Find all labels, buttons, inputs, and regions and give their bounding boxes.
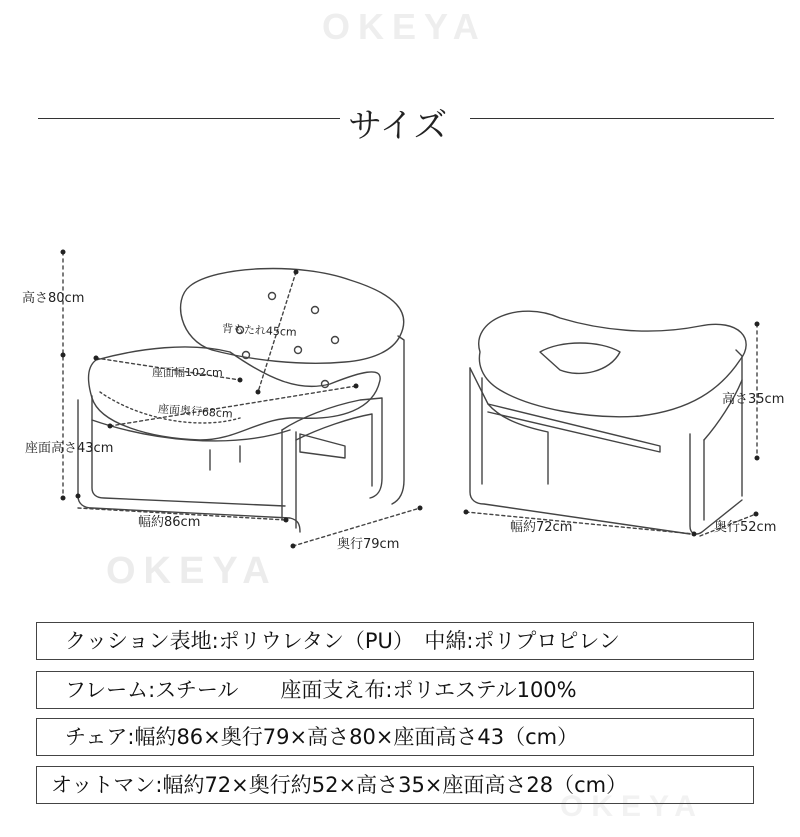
title-divider-right xyxy=(470,118,774,119)
chair-illustration xyxy=(63,252,420,546)
chair-width-label: 幅約86cm xyxy=(138,515,201,530)
chair-back-height-label: 背もたれ45cm xyxy=(221,322,298,339)
ottoman-illustration xyxy=(466,311,757,536)
ottoman-depth-label: 奥行52cm xyxy=(714,520,777,535)
watermark-bottom: OKEYA xyxy=(560,790,704,823)
watermark-middle: OKEYA xyxy=(106,550,278,592)
dimension-endpoints xyxy=(61,250,760,549)
ottoman-width-label: 幅約72cm xyxy=(510,520,573,535)
spec-material-cushion: クッション表地:ポリウレタン（PU） 中綿:ポリプロピレン xyxy=(36,622,754,660)
chair-height-label: 高さ80cm xyxy=(22,291,85,306)
section-header xyxy=(38,98,774,146)
chair-seat-width-label: 座面幅102cm xyxy=(152,366,223,379)
spec-ottoman-size: オットマン:幅約72×奥行約52×高さ35×座面高さ28（cm） xyxy=(36,766,754,804)
spec-chair-size: チェア:幅約86×奥行79×高さ80×座面高さ43（cm） xyxy=(36,718,754,756)
chair-seat-height-label: 座面高さ43cm xyxy=(25,441,114,456)
chair-depth-label: 奥行79cm xyxy=(337,537,400,552)
chair-seat-cushion xyxy=(89,347,381,440)
title-divider-left xyxy=(38,118,340,119)
product-diagram xyxy=(0,230,800,560)
watermark-top: OKEYA xyxy=(322,6,487,47)
chair-seat-depth-label: 座面奥行68cm xyxy=(157,402,234,421)
ottoman-cushion xyxy=(479,311,746,417)
ottoman-width-line xyxy=(466,512,694,534)
section-title: サイズ xyxy=(348,106,448,146)
ottoman-height-label: 高さ35cm xyxy=(722,392,785,407)
spec-material-frame: フレーム:スチール 座面支え布:ポリエステル100% xyxy=(36,671,754,709)
